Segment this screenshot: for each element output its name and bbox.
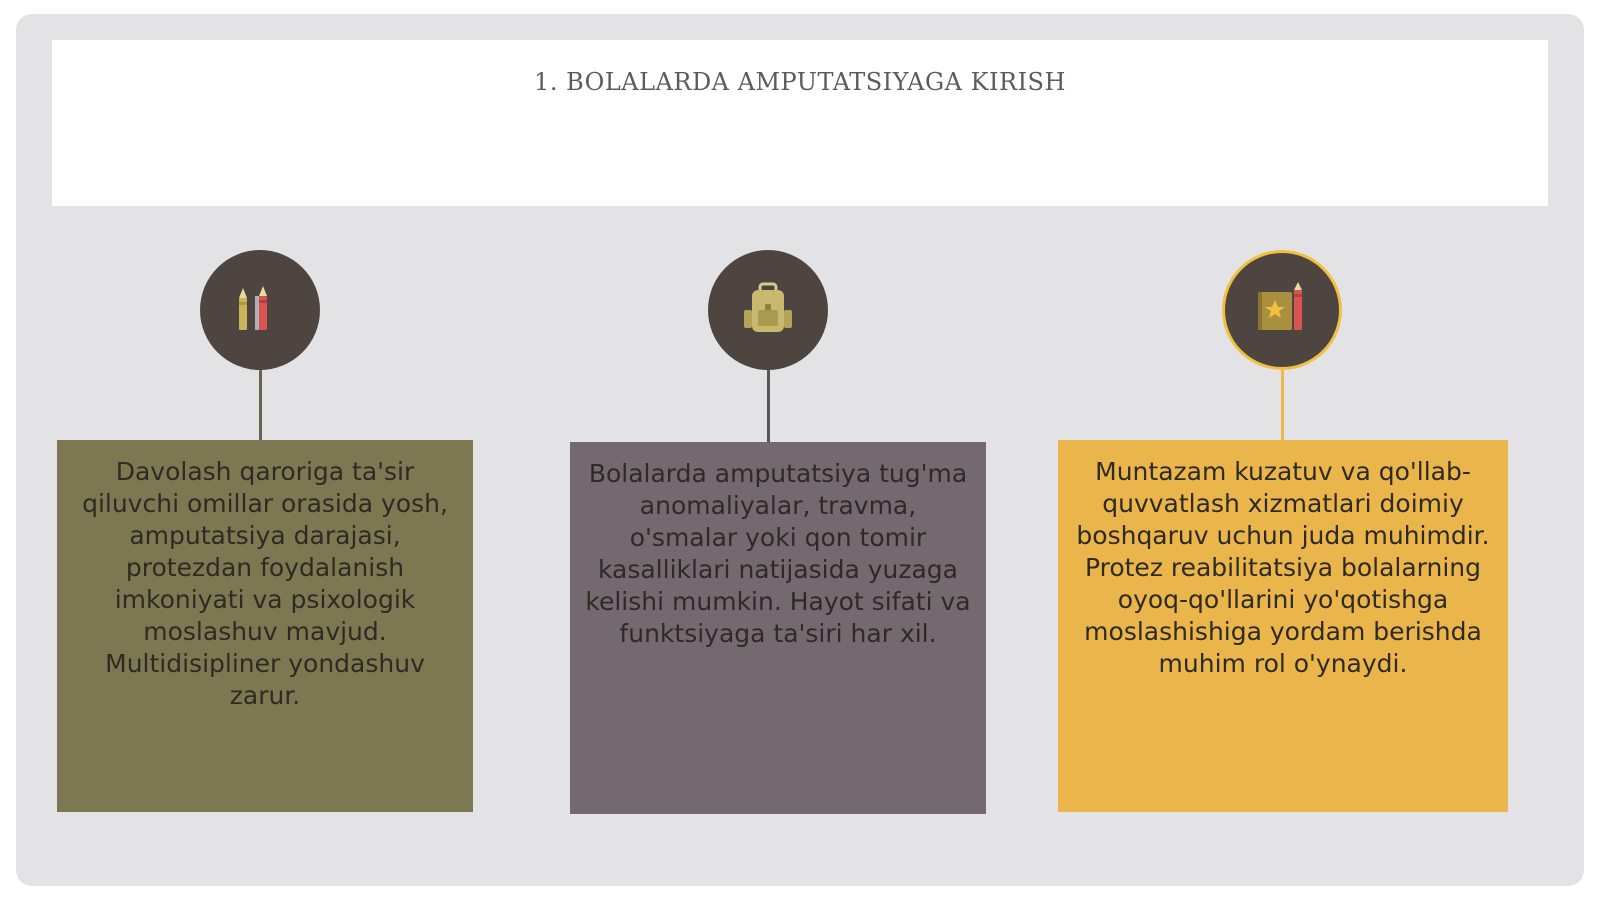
connector-2 xyxy=(767,370,770,442)
pencils-icon-circle xyxy=(200,250,320,370)
book-pencil-icon xyxy=(1252,280,1312,340)
pencils-icon xyxy=(230,280,290,340)
connector-1 xyxy=(259,370,262,442)
backpack-icon xyxy=(738,280,798,340)
info-card-2 xyxy=(570,442,986,814)
info-card-3 xyxy=(1058,440,1508,812)
connector-3 xyxy=(1281,370,1284,442)
card-text: Bolalarda amputatsiya tug'ma anomaliyalar, travma, o'smalar yoki qon tomir kasalliklari natijasida yuzaga kelishi mumkin. Hayot sifati va funktsiyaga ta'siri har xil. xyxy=(585,459,971,648)
backpack-icon-circle xyxy=(708,250,828,370)
card-text: Davolash qaroriga ta'sir qiluvchi omillar orasida yosh, amputatsiya darajasi, protezdan foydalanish imkoniyati va psixologik moslashuv mavjud. Multidisipliner yondashuv zarur. xyxy=(82,457,448,710)
title-box xyxy=(52,40,1548,206)
info-card-1 xyxy=(57,440,473,812)
slide-title: 1. BOLALARDA AMPUTATSIYAGA KIRISH xyxy=(534,68,1066,96)
card-text: Muntazam kuzatuv va qo'llab-quvvatlash xizmatlari doimiy boshqaruv uchun juda muhimdir. Protez reabilitatsiya bolalarning oyoq-qo'llarini yo'qotishga moslashishiga yordam berishda muhim rol o'ynaydi. xyxy=(1076,457,1490,678)
book-pencil-icon-circle xyxy=(1222,250,1342,370)
